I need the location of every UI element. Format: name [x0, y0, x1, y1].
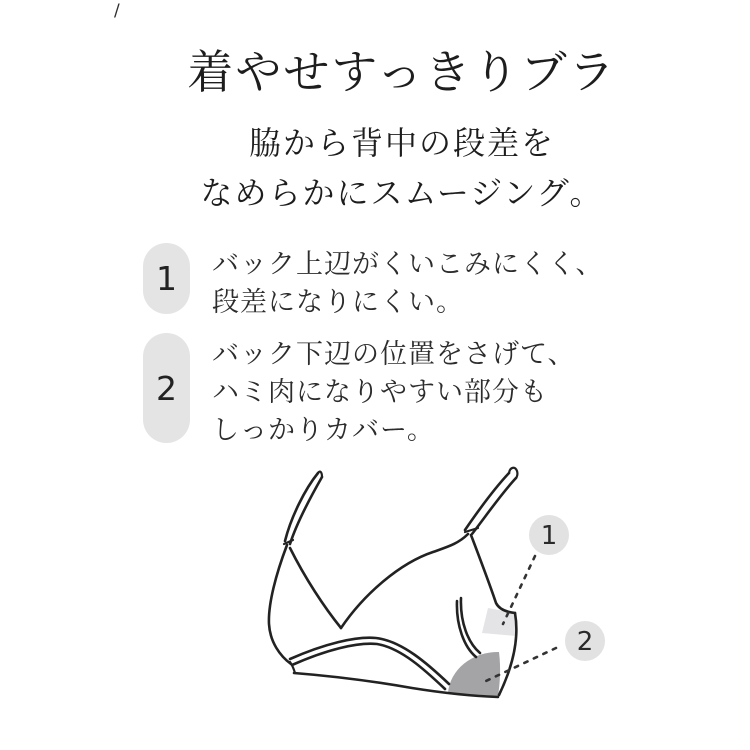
feature-2-text: [212, 336, 575, 450]
left-body-edge: [269, 545, 291, 664]
feature-2-line-1: バック下辺の位置をさげて、: [212, 339, 576, 370]
feature-2-line-2: ハミ肉になりやすい部分も: [212, 377, 548, 408]
wing-top-edge: [471, 535, 515, 613]
feature-1-text: [212, 246, 603, 322]
feature-2-line-3: しっかりカバー。: [212, 415, 435, 446]
callout-2-number: 2: [576, 627, 594, 657]
feature-1-line-2: 段差になりにくい。: [212, 287, 464, 318]
crop-mark: /: [114, 1, 120, 21]
feature-1-line-1: バック上辺がくいこみにくく、: [212, 249, 604, 280]
right-strap-outer: [465, 473, 509, 530]
feature-1-number-badge: 1: [143, 243, 190, 314]
right-cup-edge: [341, 534, 468, 628]
callout-2: [565, 621, 605, 661]
callout-1: [529, 515, 569, 555]
right-strap-inner: [472, 478, 516, 534]
left-strap-outer: [285, 473, 318, 541]
page-title: 着やせすっきりブラ: [187, 45, 617, 99]
highlight-region-2-lower-band-wedge: [448, 652, 500, 696]
subtitle-line-2: なめらかにスムージング。: [200, 174, 604, 212]
bra-diagram: [220, 458, 640, 728]
left-cup-edge: [290, 548, 341, 628]
feature-2-number-badge: 2: [143, 333, 190, 443]
cup-side-line-inner: [457, 601, 476, 657]
cup-side-line-outer: [461, 598, 480, 653]
subtitle-line-1: 脇から背中の段差を: [248, 124, 555, 162]
subtitle: [54, 118, 750, 218]
callout-1-number: 1: [540, 521, 558, 551]
callout-1-leader-line: [503, 556, 535, 624]
